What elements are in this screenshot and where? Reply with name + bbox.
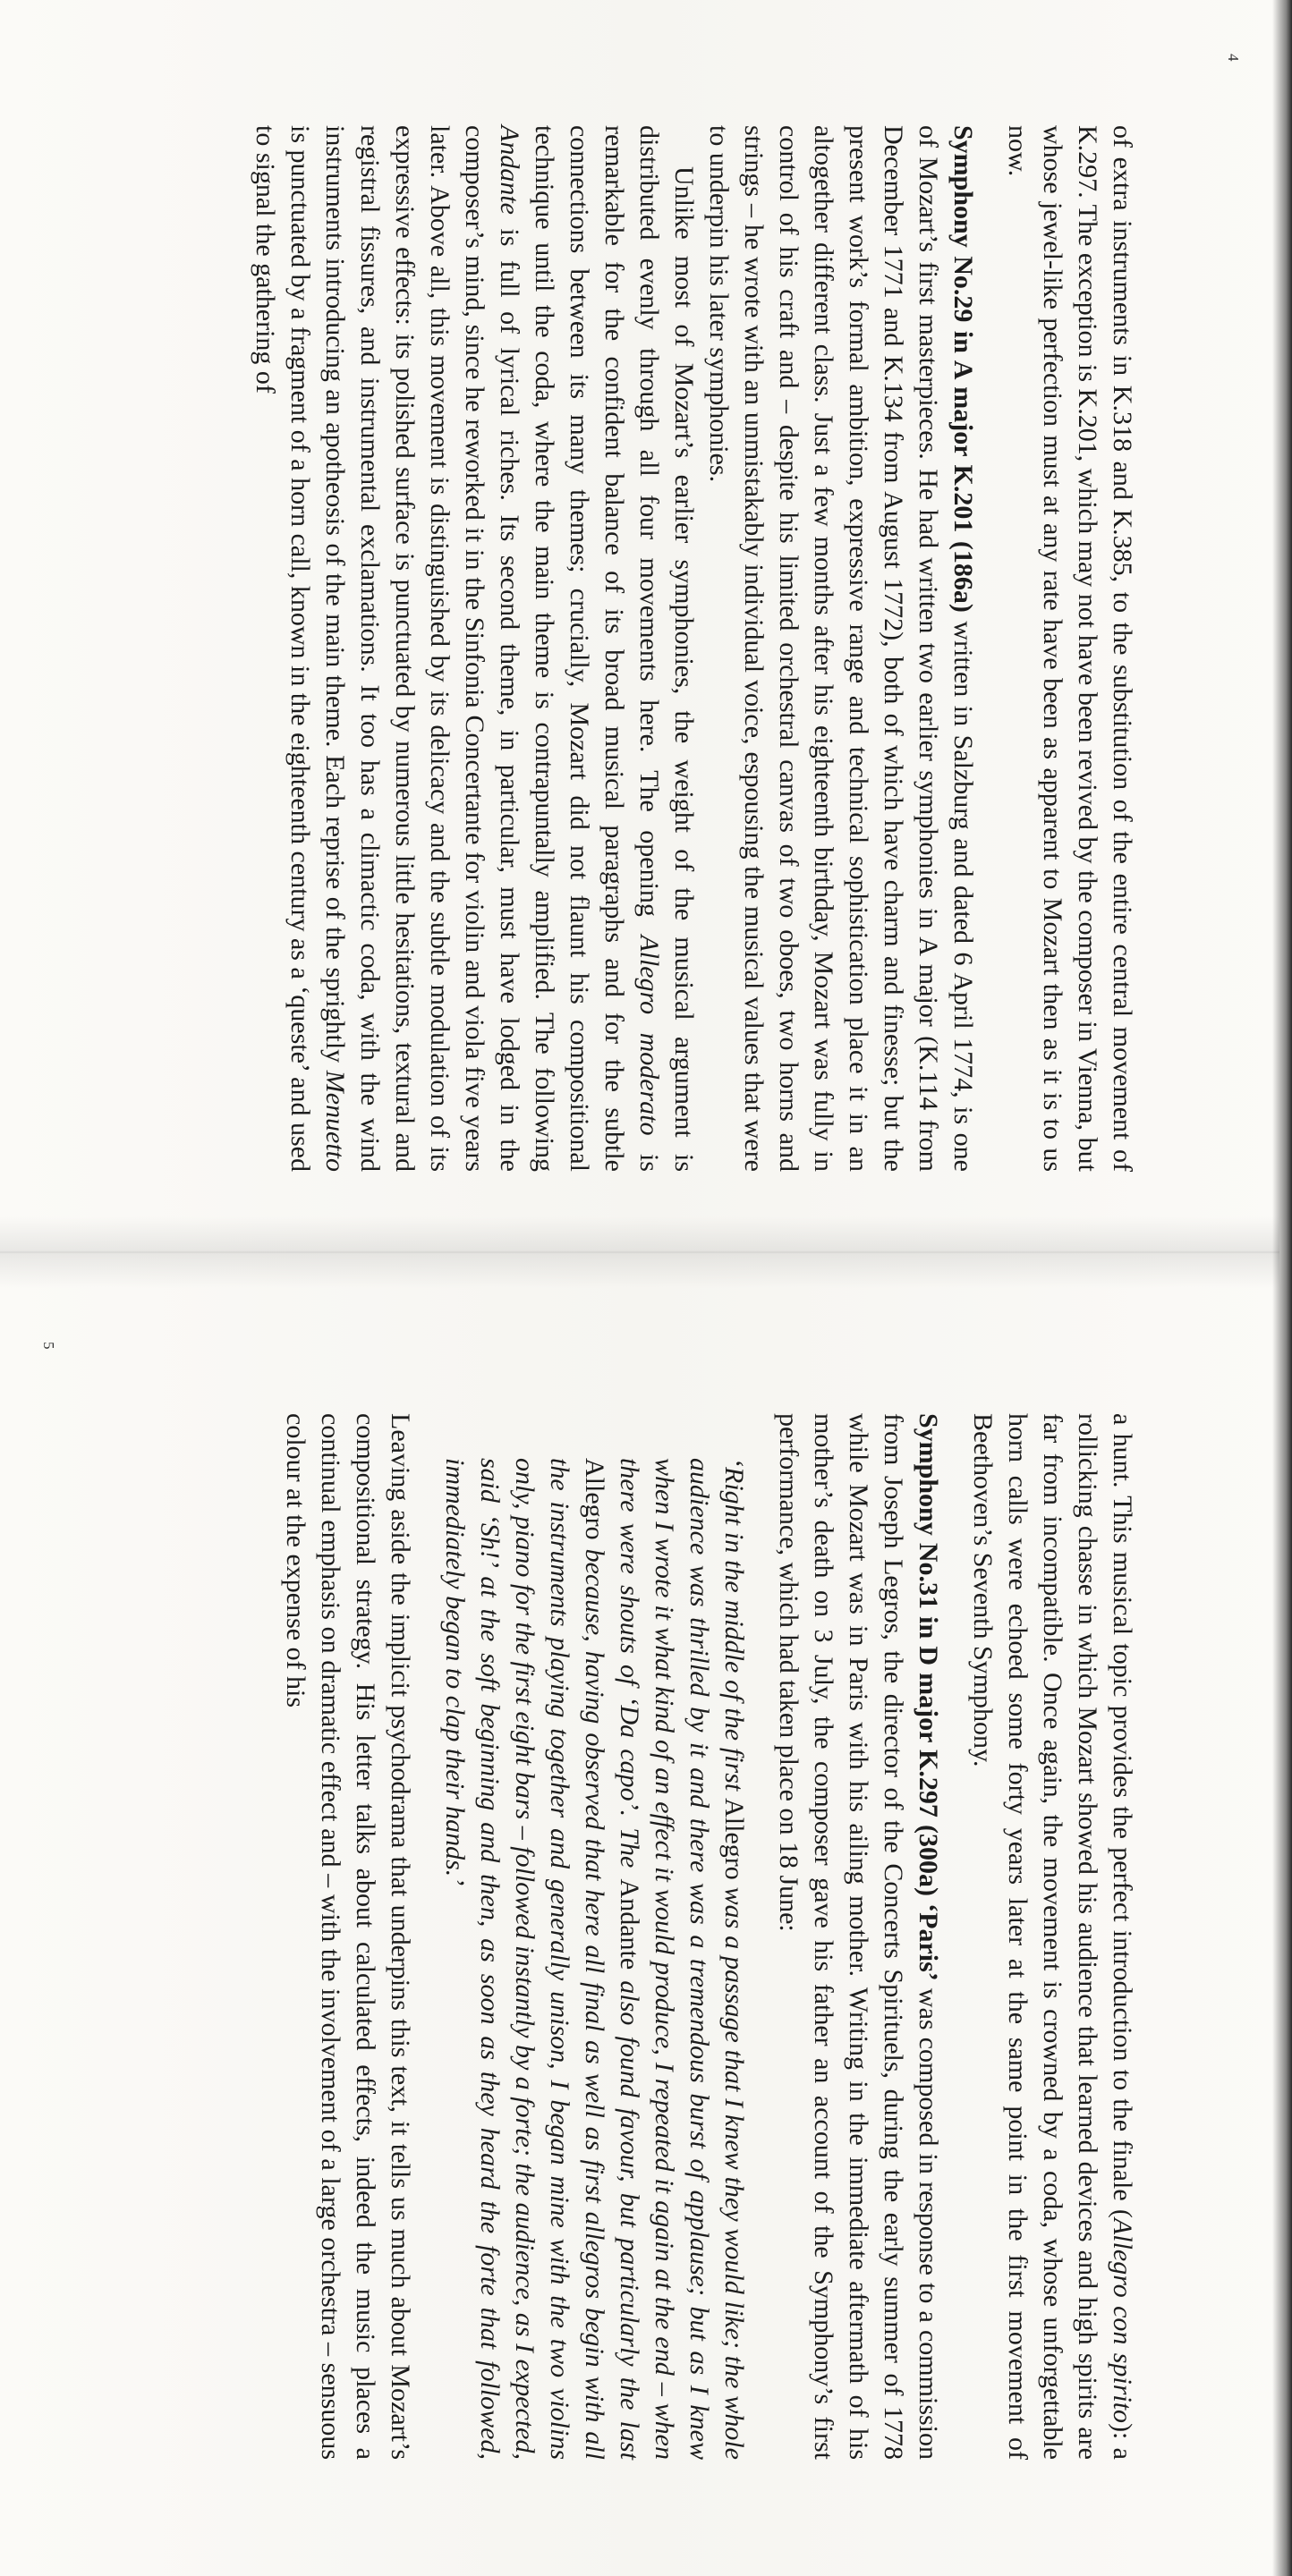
- text-run: is punctuated by a fragment of a horn call, known in the eighteenth century as a ‘queste’ and used to signal the gathering of: [251, 125, 315, 1172]
- tempo-marking: Menuetto: [320, 1070, 350, 1172]
- text-run: is remarkable for the confident balance of its broad musical paragraphs and for the subtle connections between its many themes; crucially, Mozart did not flaunt his compositional technique until the coda, where the main theme is contrapuntally amplified. The following: [530, 125, 664, 1172]
- paragraph-text: was composed in response to a commission from Joseph Legros, the director of the Concerts Spirituels, during the early summer of 1778 while Mozart was in Paris with his ailing mother. Writing in the immediate aftermath of his mother’s death on 3 July, the composer gave his father an account of the Symphony’s first performance, which had taken place on 18 June:: [774, 1413, 943, 2460]
- paragraph-symphony-31: [771, 1413, 946, 2460]
- text-run: a hunt. This musical topic provides the perfect introduction to the finale (: [1108, 1413, 1137, 2218]
- page-number: 5: [40, 1342, 57, 1350]
- page-number: 4: [1225, 54, 1242, 62]
- mozart-letter-quote: [438, 1458, 752, 2460]
- page-5-text: [278, 1413, 1140, 2460]
- text-run: ‘Right in the middle of the first: [719, 1458, 749, 1799]
- tempo-marking: Allegro: [580, 1458, 609, 1540]
- tempo-marking: Allegro: [719, 1798, 749, 1880]
- paragraph-text: written in Salzburg and dated 6 April 1774, is one of Mozart’s first masterpieces. He had written two earlier symphonies in A major (K.114 from December 1771 and K.134 from August 1772), both of which have charm and finesse; but the present work’s formal ambition, expressive range and technical sophistication place it in an altogether different class. Just a few months after his eighteenth birthday, Mozart was fully in control of his craft and – despite his limited orchestral canvas of two oboes, two horns and strings – he wrote with an unmistakably individual voice, espousing the musical values that were to underpin his later symphonies.: [704, 125, 978, 1172]
- symphony-heading: Symphony No.29 in A major K.201 (186a): [948, 125, 978, 613]
- text-run: also found favour, but particularly the last: [615, 1970, 644, 2460]
- page-5-rotated-content: [0, 1288, 1292, 2576]
- text-run: Unlike most of Mozart’s earlier symphonies, the weight of the musical argument is distributed evenly through all four movements here. The opening: [634, 125, 699, 1172]
- booklet-page-5: [0, 1288, 1292, 2576]
- page-4-text: [248, 125, 1140, 1172]
- center-fold-crease: [0, 1216, 1279, 1288]
- paragraph-symphony-29: [701, 125, 981, 1172]
- paragraph: [248, 125, 701, 1172]
- text-run: ): a rollicking chasse in which Mozart showed his audience that learned devices and high spirits are far from incompatible. Once again, the movement is crowned by a coda, whose unforgettable horn calls were echoed some forty years later at the same point in the first movement of Beethoven’s Seventh Symphony.: [968, 1413, 1137, 2460]
- text-run: is full of lyrical riches. Its second theme, in particular, must have lodged in the composer’s mind, since he reworked it in the Sinfonia Concertante for violin and viola five years later. Above all, this movement is distinguished by its delicacy and the subtle modulation of its expressive effects: its polished surface is punctuated by numerous little hesitations, textural and registral fissures, and instrumental exclamations. It too has a climactic coda, with the wind instruments introducing an apotheosis of the main theme. Each reprise of the sprightly: [320, 125, 524, 1172]
- tempo-marking: Allegro con spirito: [1108, 2217, 1137, 2424]
- tempo-marking: Allegro moderato: [634, 935, 664, 1136]
- tempo-marking: Andante: [495, 125, 524, 215]
- paragraph: [965, 1413, 1140, 2460]
- symphony-heading: Symphony No.31 in D major K.297 (300a) ‘Paris’: [914, 1413, 943, 1981]
- text-run: was a passage that I knew they would like; the whole audience was thrilled by it and there was a tremendous burst of applause; but as I knew when I wrote it what kind of an effect it would produce, I repeated it again at the end – when there were shouts of ‘Da capo’. The: [615, 1458, 749, 2461]
- paragraph: of extra instruments in K.318 and K.385, to the substitution of the entire central movement of K.297. The exception is K.201, which may not have been revived by the composer in Vienna, but whose jewel-like perfection must at any rate have been as apparent to Mozart then as it is to us now.: [1003, 125, 1137, 1172]
- tempo-marking: Andante: [615, 1878, 644, 1970]
- scanner-edge-shadow: [1272, 0, 1292, 2576]
- text-run: because, having observed that here all final as well as first allegros begin with all the instruments playing together and generally unison, I began mine with the two violins only, piano for the first eight bars – followed instantly by a forte; the audience, as I expected, said ‘Sh!’ at the soft beginning and then, as soon as they heard the forte that followed, immediately began to clap their hands.’: [440, 1458, 609, 2460]
- paragraph: Leaving aside the implicit psychodrama that underpins this text, it tells us much about Mozart’s compositional strategy. His letter talks about calculated effects, indeed the music places a continual emphasis on dramatic effect and – with the involvement of a large orchestra – sensuous colour at the expense of his: [281, 1413, 415, 2460]
